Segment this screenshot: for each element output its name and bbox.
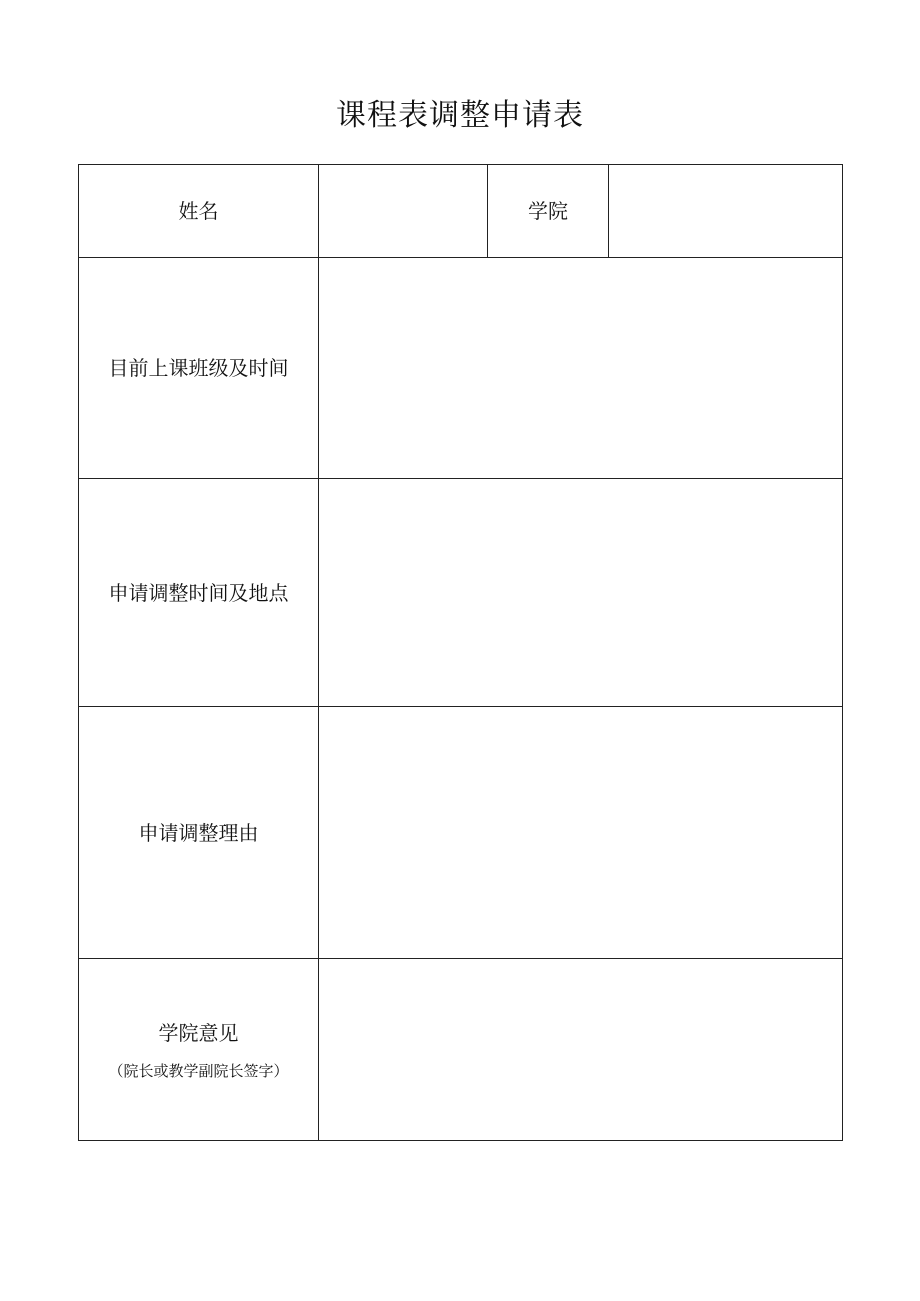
opinion-field[interactable]: [319, 959, 843, 1141]
name-label-cell: [79, 165, 319, 258]
adjust-time-place-label: 申请调整时间及地点: [108, 580, 289, 605]
college-label-cell: [488, 165, 609, 258]
reason-field[interactable]: [319, 707, 843, 959]
reason-label-cell: [79, 707, 319, 959]
row-reason: [79, 707, 843, 959]
row-name-college: [79, 165, 843, 258]
reason-label: 申请调整理由: [138, 820, 259, 845]
adjust-time-place-label-cell: [79, 479, 319, 707]
row-current-class: [79, 258, 843, 479]
name-label: 姓名: [178, 199, 219, 223]
adjust-time-place-field[interactable]: [319, 479, 843, 707]
current-class-field[interactable]: [319, 258, 843, 479]
name-field[interactable]: [319, 165, 488, 258]
college-field[interactable]: [609, 165, 843, 258]
current-class-label-cell: [79, 258, 319, 479]
row-college-opinion: [79, 959, 843, 1141]
opinion-label-cell: [79, 959, 319, 1141]
opinion-label: 学院意见: [158, 1020, 239, 1045]
row-adjust-time-place: [79, 479, 843, 707]
opinion-signature-note: （院长或教学副院长签字）: [108, 1061, 289, 1080]
college-label: 学院: [528, 199, 568, 223]
page-title: 课程表调整申请表: [336, 98, 584, 133]
application-form-table: [78, 164, 843, 1141]
current-class-label: 目前上课班级及时间: [108, 356, 289, 380]
